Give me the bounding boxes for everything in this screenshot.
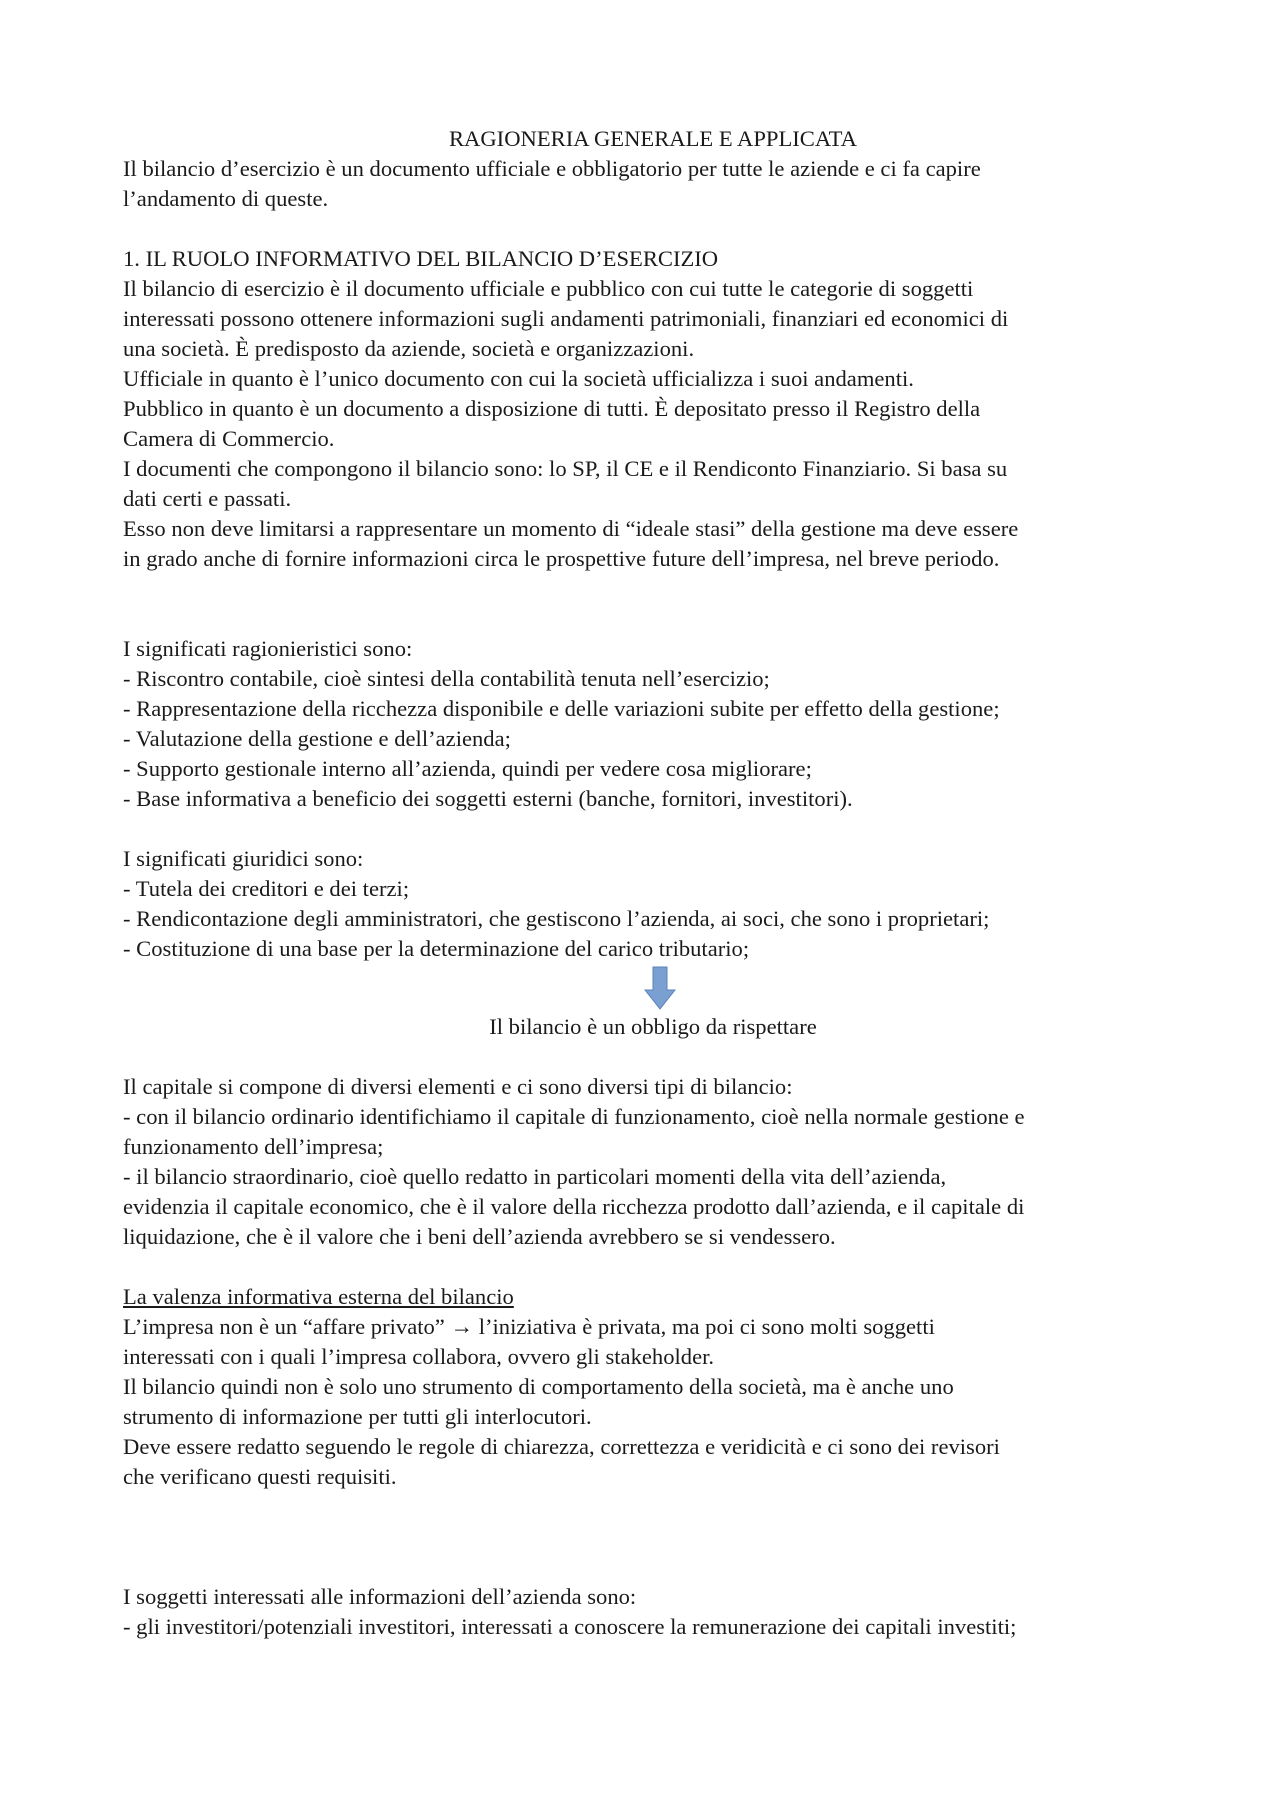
text-line: l’andamento di queste. (123, 186, 329, 211)
text-line: Deve essere redatto seguendo le regole di chiarezza, correttezza e veridicità e ci sono dei revisori (123, 1434, 1000, 1459)
text-line: dati certi e passati. (123, 486, 292, 511)
text-line: Ufficiale in quanto è l’unico documento con cui la società ufficializza i suoi andamenti. (123, 366, 914, 391)
text-line: una società. È predisposto da aziende, società e organizzazioni. (123, 336, 695, 361)
giuridici-list (123, 844, 1183, 964)
text-line: in grado anche di fornire informazioni circa le prospettive future dell’impresa, nel breve periodo. (123, 546, 1000, 571)
text-line: - il bilancio straordinario, cioè quello redatto in particolari momenti della vita dell’azienda, (123, 1164, 947, 1189)
text-line: Pubblico in quanto è un documento a disposizione di tutti. È depositato presso il Registro della (123, 396, 981, 421)
text-line: Camera di Commercio. (123, 426, 335, 451)
list-item: - Base informativa a beneficio dei soggetti esterni (banche, fornitori, investitori). (123, 786, 853, 811)
list-item: - Rendicontazione degli amministratori, che gestiscono l’azienda, ai soci, che sono i proprietari; (123, 906, 990, 931)
list-intro: I significati ragionieristici sono: (123, 636, 413, 661)
text-line: Il bilancio d’esercizio è un documento ufficiale e obbligatorio per tutte le aziende e ci fa capire (123, 156, 981, 181)
intro-paragraph (123, 154, 1183, 214)
arrow-down-icon (644, 966, 676, 1010)
text-line: Il capitale si compone di diversi elementi e ci sono diversi tipi di bilancio: (123, 1074, 793, 1099)
text-line: interessati con i quali l’impresa collabora, ovvero gli stakeholder. (123, 1344, 715, 1369)
list-item: - Costituzione di una base per la determinazione del carico tributario; (123, 936, 750, 961)
text-line: strumento di informazione per tutti gli interlocutori. (123, 1404, 592, 1429)
obbligo-statement: Il bilancio è un obbligo da rispettare (489, 1014, 817, 1039)
list-item: - Rappresentazione della ricchezza disponibile e delle variazioni subite per effetto della gestione; (123, 696, 1000, 721)
document-page (123, 124, 1183, 1642)
valenza-heading: La valenza informativa esterna del bilancio (123, 1284, 514, 1309)
list-intro: I significati giuridici sono: (123, 846, 364, 871)
list-item: - gli investitori/potenziali investitori, interessati a conoscere la remunerazione dei capitali investiti; (123, 1614, 1017, 1639)
capitale-paragraph (123, 1072, 1183, 1252)
text-line: I documenti che compongono il bilancio sono: lo SP, il CE e il Rendiconto Finanziario. Si basa su (123, 456, 1008, 481)
text-line: interessati possono ottenere informazioni sugli andamenti patrimoniali, finanziari ed economici di (123, 306, 1009, 331)
text-line: Il bilancio di esercizio è il documento ufficiale e pubblico con cui tutte le categorie di soggetti (123, 276, 974, 301)
text-line: liquidazione, che è il valore che i beni dell’azienda avrebbero se si vendessero. (123, 1224, 836, 1249)
section-1 (123, 244, 1183, 574)
list-intro: I soggetti interessati alle informazioni dell’azienda sono: (123, 1584, 637, 1609)
ragionieristici-list (123, 634, 1183, 814)
list-item: - Valutazione della gestione e dell’azienda; (123, 726, 511, 751)
list-item: - Tutela dei creditori e dei terzi; (123, 876, 410, 901)
text-line: evidenzia il capitale economico, che è il valore della ricchezza prodotto dall’azienda, e il capitale di (123, 1194, 1025, 1219)
text-line: - con il bilancio ordinario identifichiamo il capitale di funzionamento, cioè nella normale gestione e (123, 1104, 1025, 1129)
text-line: Esso non deve limitarsi a rappresentare un momento di “ideale stasi” della gestione ma deve essere (123, 516, 1019, 541)
text-line: che verificano questi requisiti. (123, 1464, 397, 1489)
list-item: - Riscontro contabile, cioè sintesi della contabilità tenuta nell’esercizio; (123, 666, 770, 691)
arrow-container (123, 964, 1183, 1012)
text-line: Il bilancio quindi non è solo uno strumento di comportamento della società, ma è anche uno (123, 1374, 954, 1399)
text-line: L’impresa non è un “affare privato” → l’iniziativa è privata, ma poi ci sono molti soggetti (123, 1314, 935, 1339)
soggetti-list (123, 1582, 1183, 1642)
list-item: - Supporto gestionale interno all’azienda, quindi per vedere cosa migliorare; (123, 756, 812, 781)
text-line: funzionamento dell’impresa; (123, 1134, 384, 1159)
document-title: RAGIONERIA GENERALE E APPLICATA (448, 126, 857, 151)
section-heading: 1. IL RUOLO INFORMATIVO DEL BILANCIO D’ESERCIZIO (123, 246, 719, 271)
valenza-section (123, 1282, 1183, 1492)
